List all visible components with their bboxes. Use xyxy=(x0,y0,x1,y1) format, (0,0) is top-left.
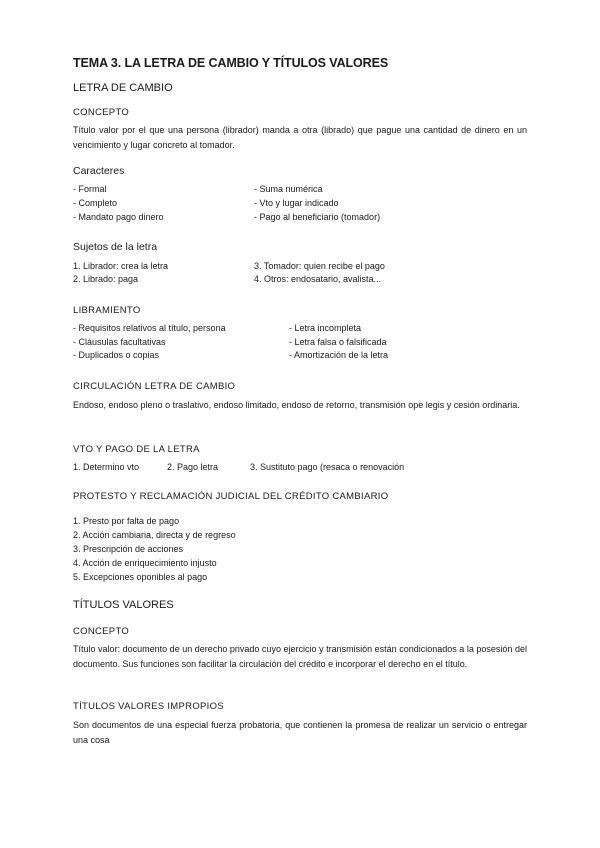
titulos-concepto-paragraph: Título valor: documento de un derecho privado cuyo ejercicio y transmisión están condicionados a la posesión del documento. Sus funciones son facilitar la circulación del crédito e incorporar el derecho en el título. xyxy=(73,644,527,669)
caracter-item: - Completo xyxy=(73,198,118,208)
subheading-titulos-impropios: TÍTULOS VALORES IMPROPIOS xyxy=(73,701,224,712)
protesto-item: 1. Presto por falta de pago xyxy=(73,516,180,526)
caracter-item: - Vto y lugar indicado xyxy=(254,198,339,208)
subheading-caracteres: Caracteres xyxy=(73,165,125,177)
caracter-item: - Pago al beneficiario (tomador) xyxy=(254,212,381,222)
vto-item: 1. Determino vto xyxy=(73,462,140,472)
libramiento-item: - Amortización de la letra xyxy=(289,350,389,360)
section-heading-letra-de-cambio: LETRA DE CAMBIO xyxy=(73,82,173,94)
libramiento-item: - Letra falsa o falsificada xyxy=(289,337,387,347)
subheading-sujetos: Sujetos de la letra xyxy=(73,241,158,253)
sujeto-item: 1. Librador: crea la letra xyxy=(73,261,169,271)
sujeto-item: 2. Librado: paga xyxy=(73,274,139,284)
circulacion-paragraph: Endoso, endoso pleno o traslativo, endoso limitado, endoso de retorno, transmisión ope legis y cesión ordinaria. xyxy=(73,400,520,410)
libramiento-item: - Duplicados o copias xyxy=(73,350,160,360)
caracter-item: - Mandato pago dinero xyxy=(73,212,164,222)
sujeto-item: 4. Otros: endosatario, avalista... xyxy=(254,274,382,284)
vto-item: 2. Pago letra xyxy=(167,462,219,472)
protesto-item: 4. Acción de enriquecimiento injusto xyxy=(73,558,217,568)
section-heading-titulos-valores: TÍTULOS VALORES xyxy=(73,599,174,611)
subheading-protesto: PROTESTO Y RECLAMACIÓN JUDICIAL DEL CRÉDITO CAMBIARIO xyxy=(73,491,389,502)
protesto-item: 3. Prescripción de acciones xyxy=(73,544,184,554)
libramiento-item: - Cláusulas facultativas xyxy=(73,337,166,347)
subheading-concepto-titulos: CONCEPTO xyxy=(73,626,130,637)
subheading-circulacion: CIRCULACIÓN LETRA DE CAMBIO xyxy=(73,381,236,392)
caracter-item: - Formal xyxy=(73,184,107,194)
subheading-vto-pago: VTO Y PAGO DE LA LETRA xyxy=(73,444,200,455)
vto-item: 3. Sustituto pago (resaca o renovación xyxy=(250,462,405,472)
protesto-item: 5. Excepciones oponibles al pago xyxy=(73,572,208,582)
libramiento-item: - Requisitos relativos al título, persona xyxy=(73,323,226,333)
protesto-item: 2. Acción cambiaria, directa y de regreso xyxy=(73,530,236,540)
document-title: TEMA 3. LA LETRA DE CAMBIO Y TÍTULOS VALORES xyxy=(73,56,389,70)
subheading-libramiento: LIBRAMIENTO xyxy=(73,305,141,316)
caracter-item: - Suma numérica xyxy=(254,184,323,194)
sujeto-item: 3. Tomador: quien recibe el pago xyxy=(254,261,385,271)
concepto-paragraph: Título valor por el que una persona (librador) manda a otra (librado) que pague una cantidad de dinero en un vencimiento y lugar concreto al tomador. xyxy=(73,125,527,150)
libramiento-item: - Letra incompleta xyxy=(289,323,362,333)
titulos-impropios-paragraph: Son documentos de una especial fuerza probatoria, que contienen la promesa de realizar un servicio o entregar una cosa xyxy=(73,720,527,745)
subheading-concepto: CONCEPTO xyxy=(73,107,130,118)
